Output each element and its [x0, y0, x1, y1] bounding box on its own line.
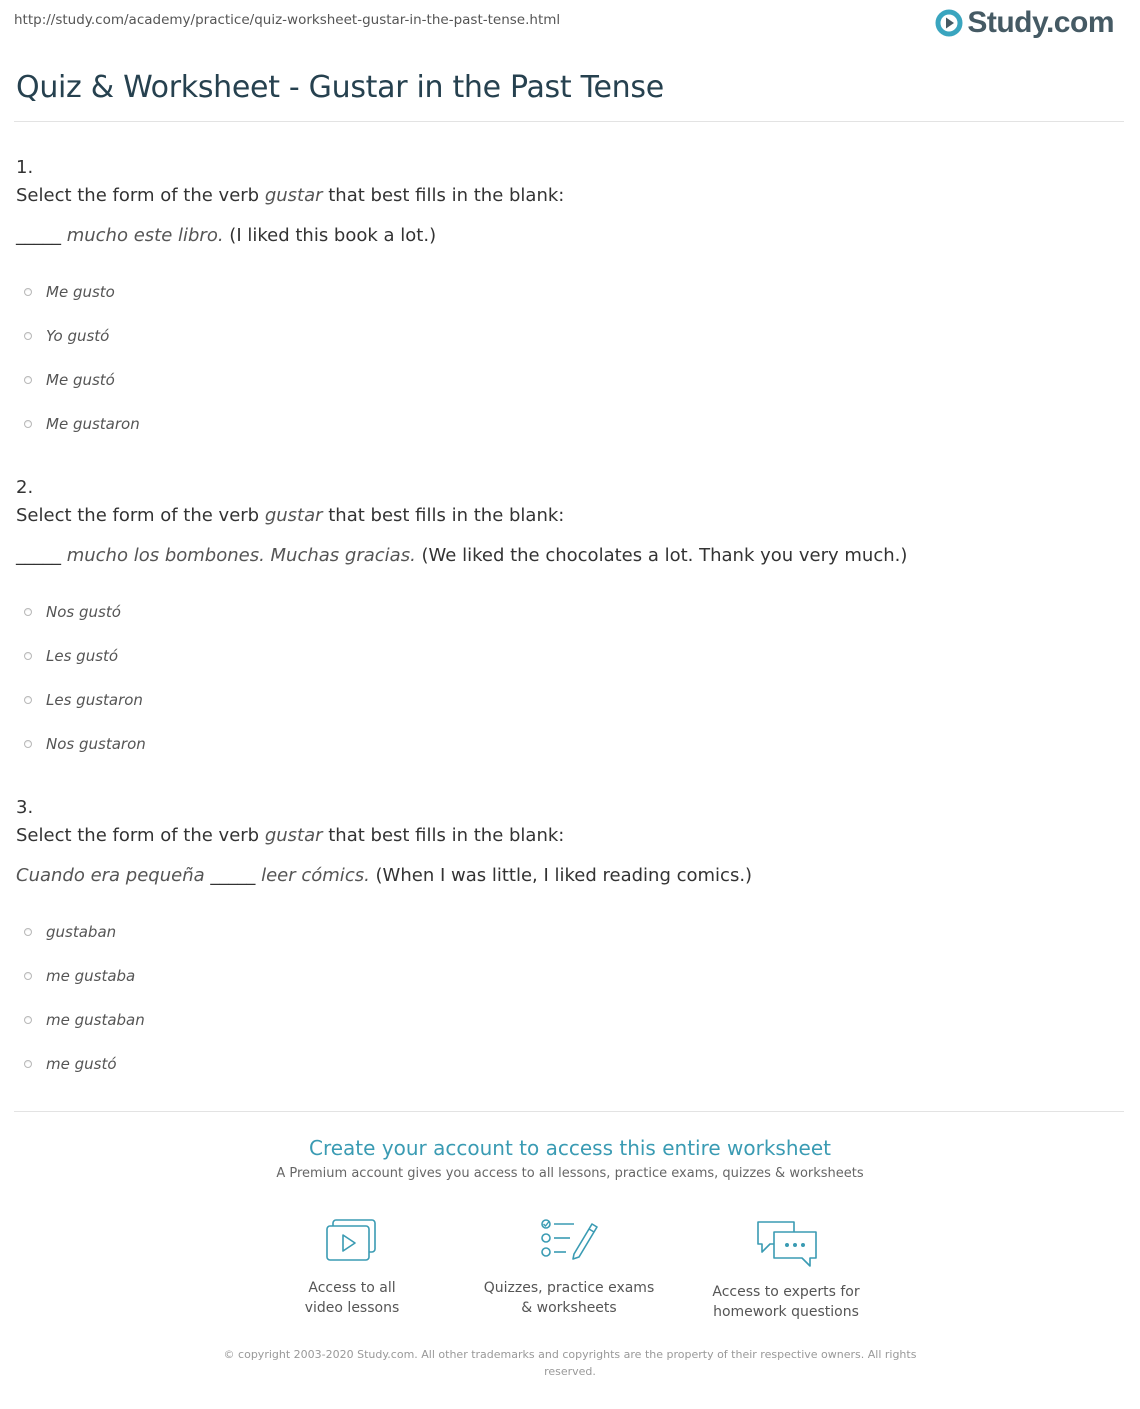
- option-label: Nos gustó: [46, 603, 121, 621]
- copyright-footer: [210, 1346, 930, 1380]
- study-logo[interactable]: [934, 6, 1114, 40]
- cta-subtitle: A Premium account gives you access to all lessons, practice exams, quizzes & worksheets: [276, 1166, 864, 1181]
- prompt-text: Select the form of the verb: [16, 825, 265, 846]
- feature-text-line2: & worksheets: [521, 1300, 617, 1316]
- question-3: [16, 796, 1116, 1086]
- prompt-text: that best fills in the blank:: [322, 825, 565, 846]
- option-label: gustaban: [46, 923, 117, 941]
- answer-option[interactable]: [16, 954, 1116, 998]
- option-label: Me gustaron: [46, 415, 140, 433]
- prompt-text: that best fills in the blank:: [322, 185, 565, 206]
- question-prompt: [16, 504, 1116, 528]
- option-label: me gustaban: [46, 1011, 145, 1029]
- feature-text-line1: Quizzes, practice exams: [483, 1280, 655, 1296]
- radio-button[interactable]: [24, 288, 32, 296]
- answer-option[interactable]: [16, 678, 1116, 722]
- answer-option[interactable]: [16, 722, 1116, 766]
- radio-button[interactable]: [24, 332, 32, 340]
- sentence-spanish: leer cómics.: [255, 865, 370, 886]
- answer-option[interactable]: [16, 358, 1116, 402]
- option-label: Yo gustó: [46, 327, 110, 345]
- feature-text-line1: Access to experts for: [712, 1284, 860, 1300]
- question-number: 1.: [16, 157, 34, 178]
- feature-text-line2: homework questions: [713, 1304, 859, 1320]
- question-2: [16, 476, 1116, 766]
- sentence-spanish-pre: Cuando era pequeña: [16, 865, 211, 886]
- answer-option[interactable]: [16, 1042, 1116, 1086]
- radio-button[interactable]: [24, 1016, 32, 1024]
- cta-title[interactable]: Create your account to access this entire worksheet: [309, 1136, 831, 1160]
- radio-button[interactable]: [24, 652, 32, 660]
- question-sentence: [16, 864, 1116, 888]
- feature-quizzes: [469, 1218, 669, 1318]
- answer-options: [16, 590, 1116, 766]
- radio-button[interactable]: [24, 972, 32, 980]
- page-url: http://study.com/academy/practice/quiz-worksheet-gustar-in-the-past-tense.html: [14, 12, 561, 28]
- option-label: Les gustaron: [46, 691, 143, 709]
- sentence-blank: _____: [16, 225, 61, 246]
- video-lesson-icon: [325, 1218, 379, 1264]
- option-label: me gustaba: [46, 967, 136, 985]
- answer-option[interactable]: [16, 270, 1116, 314]
- prompt-verb: gustar: [264, 185, 323, 206]
- logo-text: Study.com: [967, 6, 1114, 39]
- page-title: Quiz & Worksheet - Gustar in the Past Tense: [16, 70, 664, 105]
- question-prompt: [16, 184, 1116, 208]
- question-number: 3.: [16, 797, 34, 818]
- answer-option[interactable]: [16, 998, 1116, 1042]
- answer-options: [16, 910, 1116, 1086]
- answer-option[interactable]: [16, 910, 1116, 954]
- sentence-translation: (We liked the chocolates a lot. Thank you very much.): [415, 545, 908, 566]
- answer-option[interactable]: [16, 634, 1116, 678]
- prompt-verb: gustar: [264, 505, 323, 526]
- feature-experts: [686, 1218, 886, 1322]
- option-label: Me gustó: [46, 371, 115, 389]
- chat-experts-icon: [754, 1218, 818, 1268]
- radio-button[interactable]: [24, 608, 32, 616]
- radio-button[interactable]: [24, 740, 32, 748]
- play-circle-icon: [934, 8, 964, 38]
- question-1: [16, 156, 1116, 446]
- option-label: me gustó: [46, 1055, 117, 1073]
- radio-button[interactable]: [24, 696, 32, 704]
- feature-text-line2: video lessons: [304, 1300, 400, 1316]
- question-number: 2.: [16, 477, 34, 498]
- radio-button[interactable]: [24, 928, 32, 936]
- footer-line2: reserved.: [544, 1365, 596, 1378]
- answer-option[interactable]: [16, 402, 1116, 446]
- answer-options: [16, 270, 1116, 446]
- answer-option[interactable]: [16, 314, 1116, 358]
- sentence-blank: _____: [16, 545, 61, 566]
- option-label: Me gusto: [46, 283, 115, 301]
- footer-line1: © copyright 2003-2020 Study.com. All other trademarks and copyrights are the property of their respective owners. All rights: [223, 1348, 917, 1361]
- prompt-text: that best fills in the blank:: [322, 505, 565, 526]
- sentence-spanish: mucho este libro.: [61, 225, 224, 246]
- radio-button[interactable]: [24, 376, 32, 384]
- prompt-text: Select the form of the verb: [16, 185, 265, 206]
- quiz-checklist-icon: [540, 1218, 598, 1264]
- radio-button[interactable]: [24, 1060, 32, 1068]
- option-label: Les gustó: [46, 647, 119, 665]
- sentence-translation: (I liked this book a lot.): [223, 225, 437, 246]
- feature-video-lessons: [252, 1218, 452, 1318]
- prompt-text: Select the form of the verb: [16, 505, 265, 526]
- question-sentence: [16, 544, 1116, 568]
- sentence-spanish: mucho los bombones. Muchas gracias.: [61, 545, 416, 566]
- sentence-blank: _____: [210, 865, 256, 886]
- sentence-translation: (When I was little, I liked reading comics.): [369, 865, 753, 886]
- feature-text-line1: Access to all: [308, 1280, 396, 1296]
- answer-option[interactable]: [16, 590, 1116, 634]
- question-prompt: [16, 824, 1116, 848]
- section-divider: [14, 1111, 1124, 1112]
- prompt-verb: gustar: [264, 825, 323, 846]
- header-divider: [14, 121, 1124, 122]
- option-label: Nos gustaron: [46, 735, 146, 753]
- question-sentence: [16, 224, 1116, 248]
- radio-button[interactable]: [24, 420, 32, 428]
